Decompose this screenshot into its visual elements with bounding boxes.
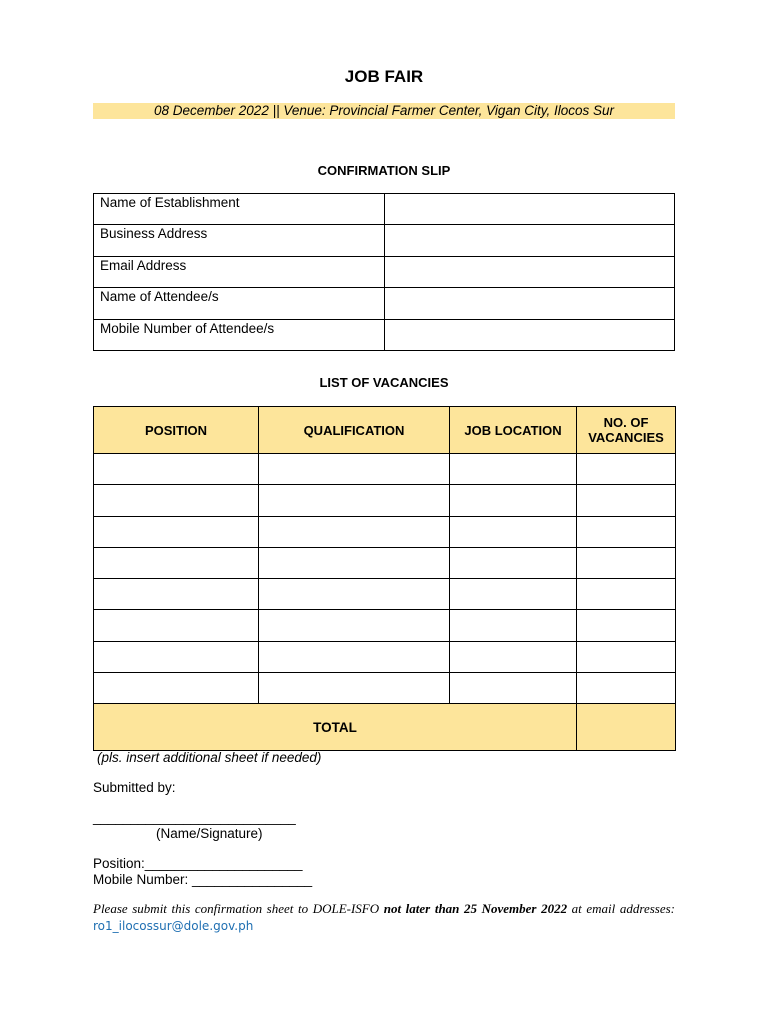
vacancies-count-cell[interactable] xyxy=(577,547,676,578)
table-row xyxy=(94,641,676,672)
job-location-cell[interactable] xyxy=(450,610,577,641)
submitted-by-label: Submitted by: xyxy=(93,780,176,795)
position-cell[interactable] xyxy=(94,485,259,516)
instructions-text: Please submit this confirmation sheet to DOLE-ISFO xyxy=(93,901,384,916)
event-details-banner: 08 December 2022 || Venue: Provincial Farmer Center, Vigan City, Ilocos Sur xyxy=(93,103,675,119)
job-location-cell[interactable] xyxy=(450,547,577,578)
confirmation-row xyxy=(94,319,675,350)
qualification-cell[interactable] xyxy=(259,610,450,641)
confirmation-row xyxy=(94,256,675,287)
deadline-text: not later than 25 November 2022 xyxy=(383,901,568,916)
job-location-cell[interactable] xyxy=(450,673,577,704)
name-signature-label: (Name/Signature) xyxy=(156,826,263,841)
email-link[interactable]: ro1_ilocossur@dole.gov.ph xyxy=(93,919,254,933)
field-label: Email Address xyxy=(94,256,385,287)
position-header: POSITION xyxy=(94,407,259,454)
business-address-field[interactable] xyxy=(385,225,675,256)
vacancies-count-cell[interactable] xyxy=(577,485,676,516)
vacancies-heading: LIST OF VACANCIES xyxy=(319,375,449,390)
position-cell[interactable] xyxy=(94,547,259,578)
attendee-mobile-field[interactable] xyxy=(385,319,675,350)
vacancies-count-cell[interactable] xyxy=(577,610,676,641)
mobile-number-line[interactable]: Mobile Number: ________________ xyxy=(93,872,313,887)
qualification-cell[interactable] xyxy=(259,485,450,516)
signature-line[interactable]: ___________________________ xyxy=(93,810,296,825)
vacancies-count-cell[interactable] xyxy=(577,579,676,610)
confirmation-slip-heading: CONFIRMATION SLIP xyxy=(317,163,451,178)
no-of-vacancies-header xyxy=(577,407,676,454)
email-address-field[interactable] xyxy=(385,256,675,287)
position-cell[interactable] xyxy=(94,516,259,547)
confirmation-table xyxy=(93,193,675,351)
position-line[interactable]: Position:_____________________ xyxy=(93,856,303,871)
confirmation-row xyxy=(94,225,675,256)
table-row xyxy=(94,673,676,704)
job-location-header: JOB LOCATION xyxy=(450,407,577,454)
total-label: TOTAL xyxy=(94,704,577,751)
job-location-cell[interactable] xyxy=(450,485,577,516)
qualification-cell[interactable] xyxy=(259,454,450,485)
table-row xyxy=(94,579,676,610)
position-cell[interactable] xyxy=(94,641,259,672)
total-row xyxy=(94,704,676,751)
no-of-vacancies-header-line1: NO. OF xyxy=(603,415,649,430)
position-cell[interactable] xyxy=(94,673,259,704)
job-location-cell[interactable] xyxy=(450,579,577,610)
confirmation-row xyxy=(94,194,675,225)
job-location-cell[interactable] xyxy=(450,641,577,672)
additional-sheet-note: (pls. insert additional sheet if needed) xyxy=(97,750,322,765)
qualification-cell[interactable] xyxy=(259,673,450,704)
vacancies-count-cell[interactable] xyxy=(577,516,676,547)
position-cell[interactable] xyxy=(94,454,259,485)
field-label: Business Address xyxy=(94,225,385,256)
vacancies-count-cell[interactable] xyxy=(577,454,676,485)
vacancies-header-row xyxy=(94,407,676,454)
table-row xyxy=(94,610,676,641)
table-row xyxy=(94,547,676,578)
attendee-name-field[interactable] xyxy=(385,288,675,319)
field-label: Name of Attendee/s xyxy=(94,288,385,319)
vacancies-count-cell[interactable] xyxy=(577,673,676,704)
page-title: JOB FAIR xyxy=(344,67,424,86)
field-label: Name of Establishment xyxy=(94,194,385,225)
qualification-cell[interactable] xyxy=(259,516,450,547)
instructions-text-end: at email addresses: xyxy=(567,901,675,916)
establishment-name-field[interactable] xyxy=(385,194,675,225)
table-row xyxy=(94,516,676,547)
table-row xyxy=(94,454,676,485)
no-of-vacancies-header-line2: VACANCIES xyxy=(588,430,664,445)
total-value-cell[interactable] xyxy=(577,704,676,751)
position-cell[interactable] xyxy=(94,579,259,610)
job-location-cell[interactable] xyxy=(450,516,577,547)
qualification-cell[interactable] xyxy=(259,547,450,578)
qualification-header: QUALIFICATION xyxy=(259,407,450,454)
submission-instructions xyxy=(93,901,675,917)
qualification-cell[interactable] xyxy=(259,579,450,610)
vacancies-table xyxy=(93,406,676,751)
table-row xyxy=(94,485,676,516)
confirmation-row xyxy=(94,288,675,319)
field-label: Mobile Number of Attendee/s xyxy=(94,319,385,350)
qualification-cell[interactable] xyxy=(259,641,450,672)
position-cell[interactable] xyxy=(94,610,259,641)
vacancies-count-cell[interactable] xyxy=(577,641,676,672)
job-location-cell[interactable] xyxy=(450,454,577,485)
